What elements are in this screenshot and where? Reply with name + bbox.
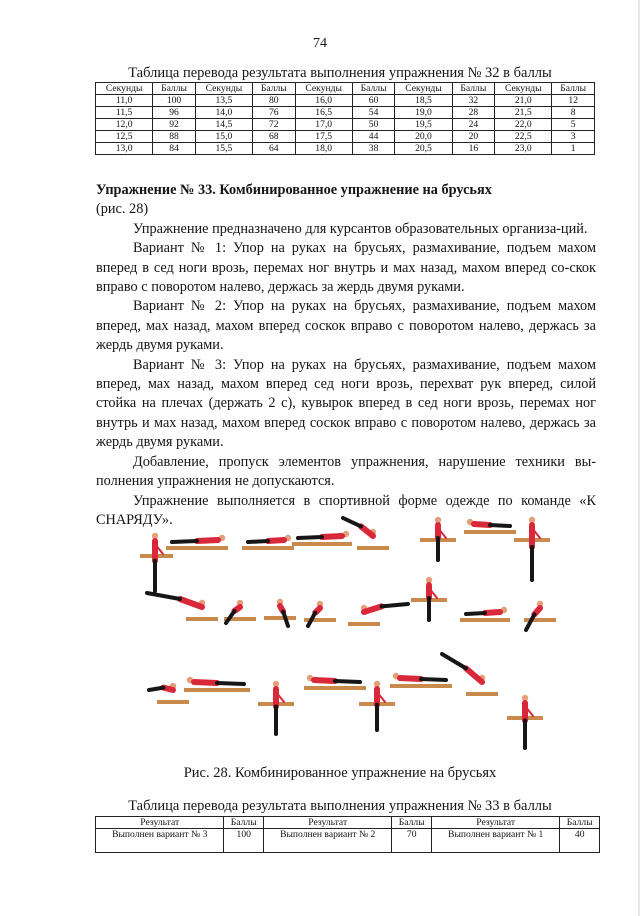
gymnast-torso: [314, 680, 335, 681]
table-cell: 15,5: [195, 143, 252, 155]
table-cell: 80: [253, 95, 296, 107]
table1-caption: Таблица перевода результата выполнения упражнения № 32 в баллы: [128, 65, 552, 81]
table-cell: 50: [352, 119, 395, 131]
table-cell: 16,0: [295, 95, 352, 107]
table-cell: 1: [552, 143, 595, 155]
table-cell: 22,0: [495, 119, 552, 131]
table-row: [96, 829, 600, 853]
gymnast-torso: [322, 536, 342, 537]
table-cell: 54: [352, 107, 395, 119]
gymnast-legs: [298, 537, 322, 538]
header-cell: Баллы: [253, 83, 296, 95]
gymnast-legs: [335, 681, 360, 682]
section-body: [96, 181, 596, 530]
table-cell: 64: [253, 143, 296, 155]
table2-caption: Таблица перевода результата выполнения упражнения № 33 в баллы: [128, 798, 552, 814]
section-heading: Упражнение № 33. Комбинированное упражнение на брусьях: [96, 182, 492, 198]
table-cell: 11,0: [96, 95, 153, 107]
gymnast-legs: [382, 604, 408, 606]
parallel-bar: [304, 686, 366, 690]
header-cell: Результат: [431, 817, 559, 829]
table-cell: Выполнен вариант № 3: [96, 829, 224, 853]
gymnast-legs: [283, 612, 288, 626]
page-number: 74: [313, 36, 327, 51]
figure-gymnast-sequence: [140, 508, 560, 763]
parallel-bar: [186, 617, 218, 621]
table-cell: 19,5: [395, 119, 452, 131]
table-cell: 8: [552, 107, 595, 119]
table-cell: 88: [153, 131, 196, 143]
gymnast-torso: [180, 599, 202, 607]
gymnast-torso: [400, 678, 421, 679]
paragraph-variant-2: Вариант № 2: Упор на руках на брусьях, размахивание, подъем махом вперед, мах назад, махом вперед соскок вправо с поворотом налево, держась за жердь двумя руками.: [96, 298, 596, 354]
table-cell: 38: [352, 143, 395, 155]
gymnast-legs: [248, 541, 268, 542]
table-cell: 72: [253, 119, 296, 131]
parallel-bar: [466, 692, 498, 696]
table-cell: 14,0: [195, 107, 252, 119]
table-cell: 13,5: [195, 95, 252, 107]
header-cell: Баллы: [224, 817, 264, 829]
table-row: [96, 107, 595, 119]
table-cell: 84: [153, 143, 196, 155]
gymnast-torso: [194, 682, 217, 683]
section-heading-ref: (рис. 28): [96, 201, 149, 218]
table-cell: 76: [253, 107, 296, 119]
table-cell: 20: [452, 131, 495, 143]
header-cell: Результат: [96, 817, 224, 829]
paragraph-variant-1: Вариант № 1: Упор на руках на брусьях, размахивание, подъем махом вперед в сед ноги врозь, перемах ног внутрь и мах назад, махом вперед со-скок вправо с поворотом налево, держась за жердь двумя руками.: [96, 240, 596, 296]
gymnast-torso: [268, 540, 284, 541]
header-cell: Баллы: [452, 83, 495, 95]
gymnast-legs: [466, 613, 485, 614]
table-cell: 40: [560, 829, 600, 853]
header-cell: Баллы: [552, 83, 595, 95]
table-cell: 12,5: [96, 131, 153, 143]
parallel-bar: [264, 616, 296, 620]
table-row: [96, 143, 595, 155]
gymnast-legs: [442, 654, 466, 668]
table-cell: 19,0: [395, 107, 452, 119]
gymnast-legs: [149, 688, 163, 690]
gymnast-torso: [361, 526, 373, 536]
table-cell: 96: [153, 107, 196, 119]
header-cell: Секунды: [195, 83, 252, 95]
paragraph: Упражнение предназначено для курсантов образовательных организа-ций.: [133, 220, 588, 237]
table-cell: 24: [452, 119, 495, 131]
header-cell: Результат: [263, 817, 391, 829]
parallel-bar: [357, 546, 389, 550]
header-cell: Баллы: [352, 83, 395, 95]
gymnast-legs: [343, 518, 361, 526]
table-cell: 60: [352, 95, 395, 107]
table-cell: 100: [153, 95, 196, 107]
parallel-bar: [390, 684, 452, 688]
header-cell: Секунды: [96, 83, 153, 95]
table-cell: 13,0: [96, 143, 153, 155]
table-row: [96, 131, 595, 143]
paragraph: Упражнение выполняется в спортивной форме одежде по команде «К СНАРЯДУ».: [96, 492, 596, 528]
table-cell: 16,5: [295, 107, 352, 119]
paragraph: Добавление, пропуск элементов упражнения, нарушение техники вы-полнения упражнения не допускаются.: [96, 453, 596, 490]
gymnast-torso: [466, 668, 482, 682]
header-cell: Секунды: [395, 83, 452, 95]
table-cell: 16: [452, 143, 495, 155]
table-cell: 20,0: [395, 131, 452, 143]
table-cell: 12: [552, 95, 595, 107]
header-cell: Баллы: [560, 817, 600, 829]
table-cell: 70: [392, 829, 432, 853]
figure-caption: Рис. 28. Комбинированное упражнение на брусьях: [183, 765, 497, 781]
table-cell: 18,0: [295, 143, 352, 155]
table-cell: 3: [552, 131, 595, 143]
parallel-bar: [242, 546, 294, 550]
table-cell: 17,5: [295, 131, 352, 143]
table-cell: 14,5: [195, 119, 252, 131]
parallel-bar: [184, 688, 250, 692]
table-row: [96, 95, 595, 107]
gymnast-legs: [526, 614, 534, 630]
paragraph-variant-3: Вариант № 3: Упор на руках на брусьях, размахивание, подъем махом вперед, мах назад, махом вперед сед ноги врозь, перехват рук вперед, силой стойка на плечах (держать 2 с), кувырок вперед в сед ноги врозь, перемах ног внутрь и мах назад, махом вперед соскок вправо с поворотом налево, держась за жердь двумя руками.: [96, 356, 596, 451]
table1: [95, 82, 595, 155]
table2: [95, 816, 600, 853]
header-cell: Секунды: [295, 83, 352, 95]
header-cell: Секунды: [495, 83, 552, 95]
gymnast-legs: [217, 683, 244, 684]
table-cell: 22,5: [495, 131, 552, 143]
table-cell: Выполнен вариант № 2: [263, 829, 391, 853]
header-cell: Баллы: [392, 817, 432, 829]
table-cell: 17,0: [295, 119, 352, 131]
parallel-bar: [460, 618, 510, 622]
table-cell: 18,5: [395, 95, 452, 107]
table-cell: 23,0: [495, 143, 552, 155]
table-cell: Выполнен вариант № 1: [431, 829, 559, 853]
table-cell: 21,5: [495, 107, 552, 119]
table1-header-row: [96, 83, 595, 95]
table-cell: 28: [452, 107, 495, 119]
gymnast-torso: [474, 524, 490, 525]
gymnast-legs: [421, 679, 446, 680]
table-cell: 15,0: [195, 131, 252, 143]
table-cell: 21,0: [495, 95, 552, 107]
gymnast-legs: [172, 541, 197, 542]
gymnast-legs: [147, 593, 180, 599]
parallel-bar: [464, 530, 516, 534]
table2-header-row: [96, 817, 600, 829]
table-cell: 20,5: [395, 143, 452, 155]
parallel-bar: [348, 622, 380, 626]
table-cell: 44: [352, 131, 395, 143]
table-cell: 12,0: [96, 119, 153, 131]
table-cell: 11,5: [96, 107, 153, 119]
parallel-bar: [292, 542, 352, 546]
table-row: [96, 119, 595, 131]
table-cell: 5: [552, 119, 595, 131]
gymnast-legs: [490, 525, 510, 526]
header-cell: Баллы: [153, 83, 196, 95]
parallel-bar: [157, 700, 189, 704]
table-cell: 32: [452, 95, 495, 107]
table-cell: 92: [153, 119, 196, 131]
table-cell: 68: [253, 131, 296, 143]
parallel-bar: [166, 546, 228, 550]
gymnast-torso: [197, 540, 218, 541]
gymnast-torso: [485, 612, 500, 613]
table-cell: 100: [224, 829, 264, 853]
